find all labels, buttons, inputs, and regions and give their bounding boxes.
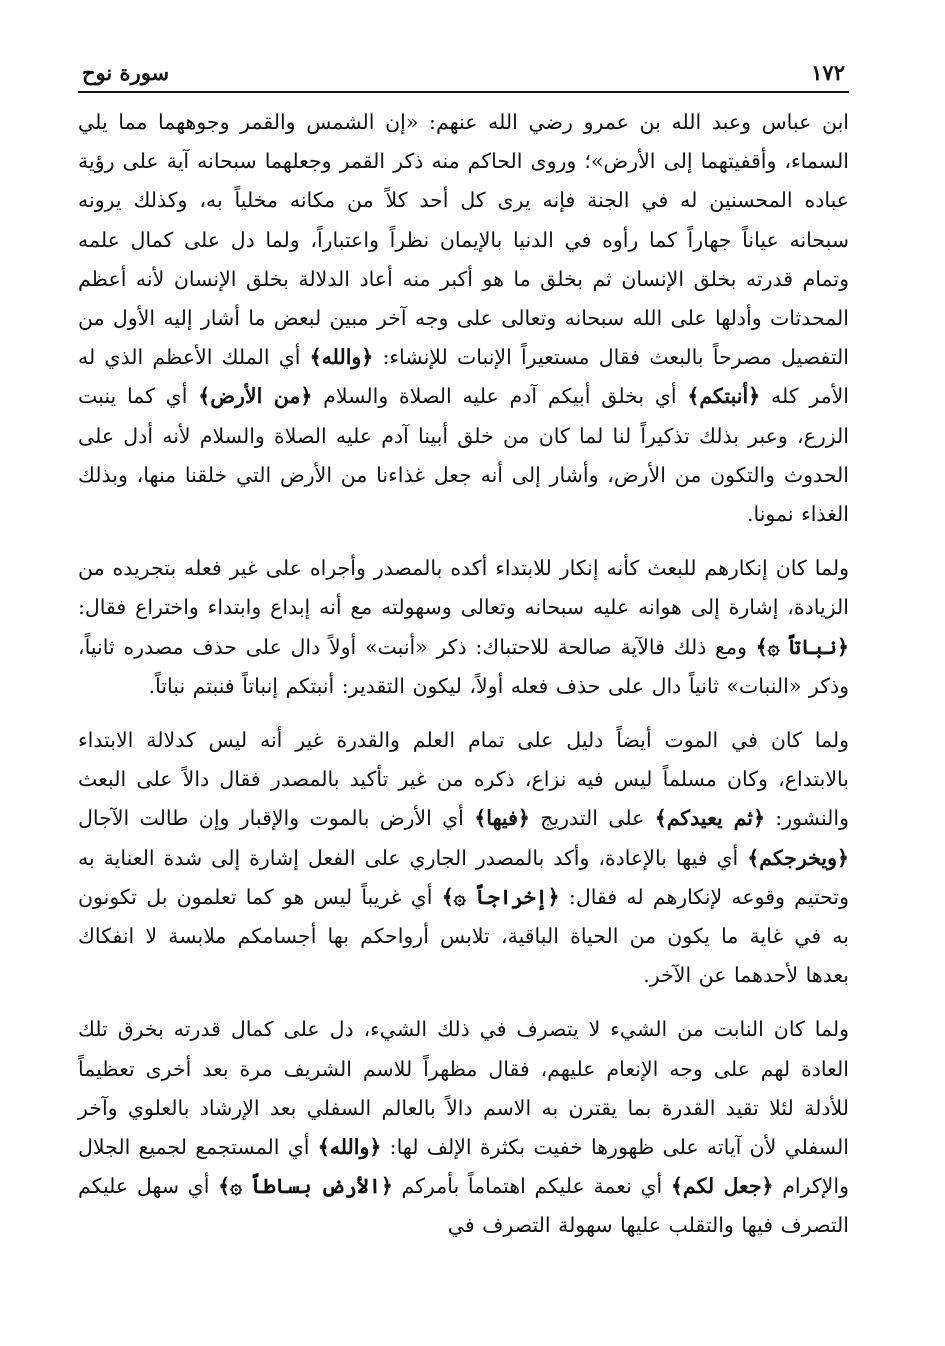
paragraph-text: أي الأرض بالموت والإقبار وإن طالت الآجال: [78, 806, 475, 831]
quran-quote: ﴿والله﴾: [309, 345, 374, 370]
paragraph-3: [78, 721, 849, 995]
paragraph-1: [78, 103, 849, 534]
quran-quote: ﴿جعل لكم﴾: [670, 1174, 774, 1199]
paragraph-text: أي غريباً ليس هو كما تعلمون بل تكونون به في غاية ما يكون من الحياة الباقية، تلابس أرواحكم بها أجسامكم ملابسة لا انفكاك بعدها لأحدهما عن الآخر.: [78, 884, 849, 988]
quran-quote: ﴿الأرض بساطاً ۞﴾: [218, 1174, 393, 1199]
running-header: [78, 60, 849, 91]
paragraph-text: أي كما ينبت الزرع، وعبر بذلك تذكيراً لنا لما كان من خلق أبينا آدم عليه الصلاة والسلام لأنه أدل على الحدوث والتكون من الأرض، وأشار إلى أنه جعل غذاءنا من الأرض التي خلقنا منها، وبذلك الغذاء نمونا.: [78, 384, 849, 527]
quran-quote: ﴿إخراجاً ۞﴾: [441, 884, 560, 909]
paragraph-4: [78, 1010, 849, 1245]
paragraph-text: أي نعمة عليكم اهتماماً بأمركم: [392, 1174, 671, 1199]
paragraph-text: ومع ذلك فالآية صالحة للاحتباك: ذكر «أنبت» أولاً دال على حذف مصدره ثانياً، وذكر «النبات» ثانياً دال على حذف فعله أولاً، ليكون التقدير: أنبتكم إنباتاً فنبتم نباتاً.: [78, 634, 849, 698]
quran-quote: ﴿فيها﴾: [474, 806, 530, 831]
quran-quote: ﴿ثم يعيدكم﴾: [654, 806, 765, 831]
paragraph-text: ابن عباس وعبد الله بن عمرو رضي الله عنهم: «إن الشمس والقمر وجوههما مما يلي السماء، وأقفيتهما إلى الأرض»؛ وروى الحاكم منه ذكر القمر وجعلهما سبحانه آية على رؤية عباده المحسنين له في الجنة فإنه يرى كل أحد كلاً من مكانه مخلياً به، وكذلك يرونه سبحانه عياناً جهاراً كما رأوه في الدنيا بالإيمان نظراً واعتباراً، ولما دل على كمال علمه وتمام قدرته بخلق الإنسان ثم بخلق ما هو أكبر منه أعاد الدلالة بخلق الإنسان لأنه أعظم المحدثات وأدلها على الله سبحانه وتعالى على وجه آخر مبين لبعض ما أشار إليه الأول من التفصيل مصرحاً بالبعث فقال مستعيراً الإنبات للإنشاء:: [78, 110, 849, 370]
paragraph-text: أي سهل عليكم التصرف فيها والتقلب عليها سهولة التصرف في: [78, 1174, 849, 1238]
paragraph-text: أي المستجمع لجميع الجلال والإكرام: [78, 1135, 849, 1199]
quran-quote: ﴿أنبتكم﴾: [687, 384, 761, 409]
quran-quote: ﴿ويخرجكم﴾: [747, 845, 849, 870]
quran-quote: ﴿نباتاً ۞﴾: [755, 634, 849, 659]
paragraph-text: ولما كان إنكارهم للبعث كأنه إنكار للابتداء أكده بالمصدر وأجراه على غير فعله بتجريده من الزيادة، إشارة إلى هوانه عليه سبحانه وتعالى وسهولته مع أنه إبداع وابتداء واختراع فقال:: [78, 556, 849, 620]
paragraph-text: أي الملك الأعظم الذي له الأمر كله: [78, 345, 850, 409]
paragraph-text: أي فيها بالإعادة، وأكد بالمصدر الجاري على الفعل إشارة إلى شدة العناية به وتحتيم وقوعه لإنكارهم له فقال:: [78, 845, 849, 909]
paragraph-text: على التدريج: [529, 806, 655, 831]
paragraph-text: ولما كان النابت من الشيء لا يتصرف في ذلك الشيء، دل على كمال قدرته بخرق تلك العادة لهم على وجه الإنعام عليهم، فقال مظهراً للاسم الشريف مرة بعد أخرى تعظيماً للأدلة لئلا تقيد القدرة بما يقترن به الاسم دالاً بالعالم السفلي بعد الإرشاد بالعلوي وآخر السفلي لأن آياته على ظهورها خفيت بكثرة الإلف لها:: [78, 1017, 849, 1160]
paragraph-2: [78, 549, 849, 706]
quran-quote: ﴿والله﴾: [317, 1135, 382, 1160]
surah-title: سورة نوح: [82, 60, 170, 85]
header-rule: [78, 91, 849, 93]
paragraph-text: أي بخلق أبيكم آدم عليه الصلاة والسلام: [312, 384, 688, 409]
paragraph-text: ولما كان في الموت أيضاً دليل على تمام العلم والقدرة غير أنه ليس كدلالة الابتداء بالابتداع، وكان مسلماً ليس فيه نزاع، ذكره من غير تأكيد بالمصدر فقال دالاً على البعث والنشور:: [78, 728, 849, 831]
page-number: ١٧٢: [811, 60, 845, 85]
quran-quote: ﴿من الأرض﴾: [198, 384, 313, 409]
